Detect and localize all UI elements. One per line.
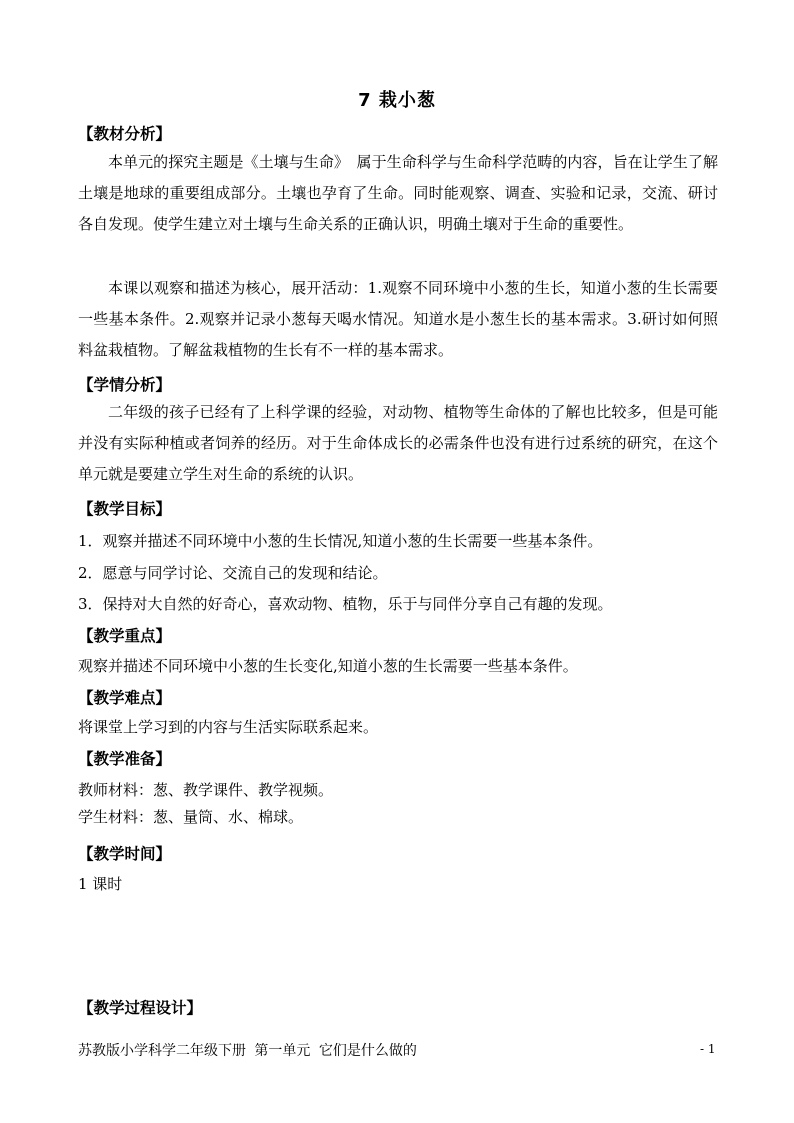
student-analysis-paragraph: 二年级的孩子已经有了上科学课的经验，对动物、植物等生命体的了解也比较多，但是可能并没有实际种植或者饲养的经历。对于生命体成长的必需条件也没有进行过系统的研究，在这个单元就是要建立学生对生命的系统的认识。 <box>78 403 718 483</box>
student-analysis-heading: 【学情分析】 <box>78 376 172 394</box>
key-points-heading: 【教学重点】 <box>78 627 172 645</box>
analysis-heading: 【教材分析】 <box>78 125 172 143</box>
time-heading: 【教学时间】 <box>78 845 172 863</box>
footer-text: 苏教版小学科学二年级下册 第一单元 它们是什么做的 <box>78 1043 417 1059</box>
goals-heading: 【教学目标】 <box>78 500 172 518</box>
process-heading: 【教学过程设计】 <box>78 999 203 1017</box>
analysis-paragraph-1: 本单元的探究主题是《土壤与生命》 属于生命科学与生命科学范畴的内容，旨在让学生了解土壤是地球的重要组成部分。土壤也孕育了生命。同时能观察、调查、实验和记录，交流、研讨各自发现。使学生建立对土壤与生命关系的正确认识，明确土壤对于生命的重要性。 <box>78 153 718 233</box>
page-title: 7 栽小葱 <box>358 90 436 111</box>
teacher-materials: 教师材料：葱、教学课件、教学视频。 <box>78 781 334 799</box>
goal-item-3: 3．保持对大自然的好奇心，喜欢动物、植物，乐于与同伴分享自己有趣的发现。 <box>78 595 613 613</box>
preparation-heading: 【教学准备】 <box>78 750 172 768</box>
student-materials: 学生材料：葱、量筒、水、棉球。 <box>78 808 304 826</box>
goal-item-2: 2．愿意与同学讨论、交流自己的发现和结论。 <box>78 564 388 582</box>
difficulty-heading: 【教学难点】 <box>78 689 172 707</box>
analysis-paragraph-2: 本课以观察和描述为核心，展开活动：1.观察不同环境中小葱的生长，知道小葱的生长需要一些基本条件。2.观察并记录小葱每天喝水情况。知道水是小葱生长的基本需求。3.研讨如何照料盆栽植物。了解盆栽植物的生长有不一样的基本需求。 <box>78 279 718 359</box>
page-number: - 1 <box>700 1042 716 1056</box>
goal-item-1: 1．观察并描述不同环境中小葱的生长情况,知道小葱的生长需要一些基本条件。 <box>78 532 603 550</box>
key-points-text: 观察并描述不同环境中小葱的生长变化,知道小葱的生长需要一些基本条件。 <box>78 657 578 675</box>
difficulty-text: 将课堂上学习到的内容与生活实际联系起来。 <box>78 718 379 736</box>
time-text: 1 课时 <box>78 875 123 893</box>
